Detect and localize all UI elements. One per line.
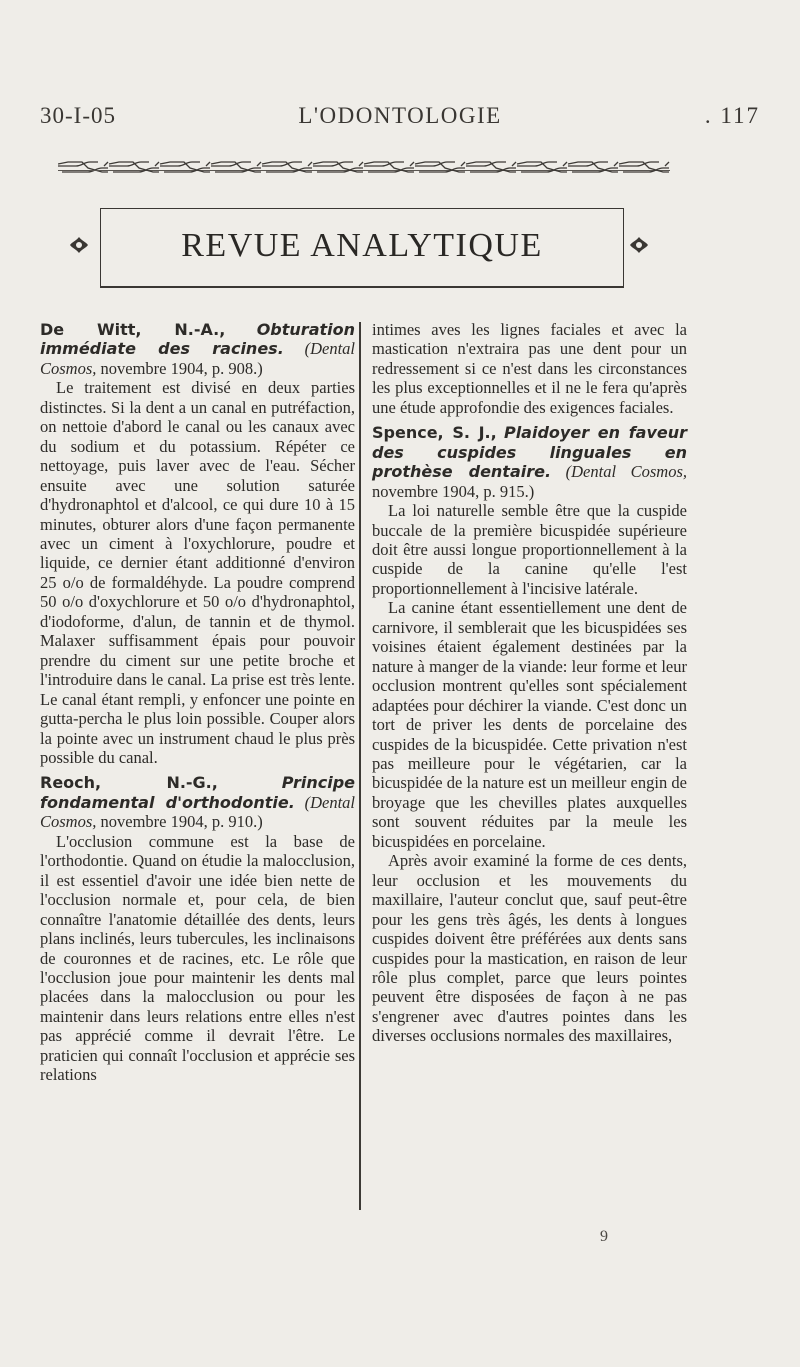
entry-author: Reoch, N.-G., xyxy=(40,773,218,793)
left-column xyxy=(40,320,355,1091)
entry-author: Spence, S. J., xyxy=(372,423,497,443)
continued-paragraph: intimes aves les lignes faciales et avec la mastication n'extraira pas une dent pour un redressement si ce n'est dans les circonstances les plus exceptionnelles et il ne le fera qu'après une étude approfondie des exigences faciales. xyxy=(372,320,687,417)
review-entry-spence xyxy=(372,423,687,1046)
entry-title: Principe fondamental d'orthodontie. xyxy=(40,773,355,812)
entry-paragraph: Le traitement est divisé en deux parties distinctes. Si la dent a un canal en putréfaction, on nettoie d'abord le canal ou les canaux avec du sodium et du potassium. Répéter ce nettoyage, puis laver avec de l'eau. Sécher ensuite avec une solution saturée d'hydronaphtol et d'alcool, ce qui dure 10 à 15 minutes, obturer alors d'une façon permanente avec un ciment à l'oxychlorure, poudre et liquide, ce dernier étant additionné d'environ 25 o/o de formaldéhyde. La poudre comprend 50 o/o d'oxychlorure et 50 o/o d'hydronaphtol, d'iodoforme, d'alun, de tannin et de thymol. Malaxer suffisamment épais pour pouvoir prendre du ciment sur une petite broche et l'introduire dans le canal. La prise est très lente. Le canal étant rempli, y enfoncer une pointe en gutta-percha le plus loin possible. Couper alors la pointe avec un instrument chaud le plus près possible du canal. xyxy=(40,378,355,767)
entry-paragraph: La loi naturelle semble être que la cuspide buccale de la première bicuspidée supérieure doit être aussi longue proportionnellement à la cuspide de la canine qu'elle l'est proportionnellement à l'incisive latérale. xyxy=(372,501,687,598)
entry-source-details: novembre 1904, p. 910.) xyxy=(100,812,263,832)
header-page-number: . 117 xyxy=(704,103,760,128)
entry-source-details: novembre 1904, p. 908.) xyxy=(100,358,263,378)
entry-paragraph: La canine étant essentiellement une dent de carnivore, il semblerait que les bicuspidées ses voisines étaient également destinées par la nature à manger de la viande: leur forme et leur occlusion montrent qu'elles sont spécialement adaptées pour déchirer la viande. C'est donc un tort de priver les dents de porcelaine des cuspides de la bicuspidée. Cette privation n'est pas meilleure pour le végétarien, car la bicuspidée de la nature est un meilleur engin de broyage que les chevilles plates auxquelles sont souvent réduites par la meule les bicuspidées en porcelaine. xyxy=(372,598,687,851)
header-date: 30-I-05 xyxy=(40,103,116,128)
entry-source-journal: (Dental Cosmos, xyxy=(40,339,356,378)
fleuron-right-icon xyxy=(628,234,650,256)
entry-source-journal: (Dental Cosmos, xyxy=(40,792,356,832)
entry-source-details: novembre 1904, p. 915.) xyxy=(372,481,535,501)
continued-text xyxy=(372,320,687,417)
running-header xyxy=(40,103,760,135)
entry-paragraph: L'occlusion commune est la base de l'orthodontie. Quand on étudie la malocclusion, il est essentiel d'avoir une idée bien nette de l'occlusion normale et, pour cela, de bien connaître l'anatomie détaillée des dents, leurs plans inclinés, leurs tubercules, les inclinaisons de couronnes et de racines, etc. Le rôle que l'occlusion joue pour maintenir les dents mal placées dans la malocclusion ou pour les maintenir dans leurs relations entre elles n'est pas apprécié comme il devrait l'être. Le praticien qui connaît l'occlusion et apprécie ses relations xyxy=(40,831,355,1085)
entry-heading xyxy=(40,320,355,378)
decorative-border-ornament xyxy=(58,158,670,180)
entry-title: Obturation immédiate des racines. xyxy=(40,320,355,359)
fleuron-left-icon xyxy=(68,234,90,256)
header-journal-name: L'ODONTOLOGIE xyxy=(298,103,502,128)
entry-author: De Witt, N.-A., xyxy=(40,320,226,339)
entry-title: Plaidoyer en faveur des cuspides linguales en prothèse dentaire. xyxy=(372,423,688,482)
entry-paragraph: Après avoir examiné la forme de ces dents, leur occlusion et les mouvements du maxillaire, l'auteur conclut que, sauf peut-être pour les gens très âgés, les dents à longues cuspides doivent être préférées aux dents sans cuspides pour la mastication, en raison de leur rôle plus complet, parce que leurs pointes peuvent être disposées de façon à ne pas s'engrener avec d'autres pointes dans les diverses occlusions normales des maxillaires, xyxy=(372,851,687,1046)
entry-source-journal: (Dental Cosmos, xyxy=(565,462,687,482)
section-title-box xyxy=(100,208,624,288)
column-divider xyxy=(359,322,361,1210)
signature-mark: 9 xyxy=(600,1228,608,1245)
right-column xyxy=(372,320,687,1052)
entry-heading xyxy=(40,773,355,831)
section-title: REVUE ANALYTIQUE xyxy=(181,227,543,264)
review-entry-reoch xyxy=(40,773,355,1084)
review-entry-de-witt xyxy=(40,320,355,767)
entry-heading xyxy=(372,423,687,501)
